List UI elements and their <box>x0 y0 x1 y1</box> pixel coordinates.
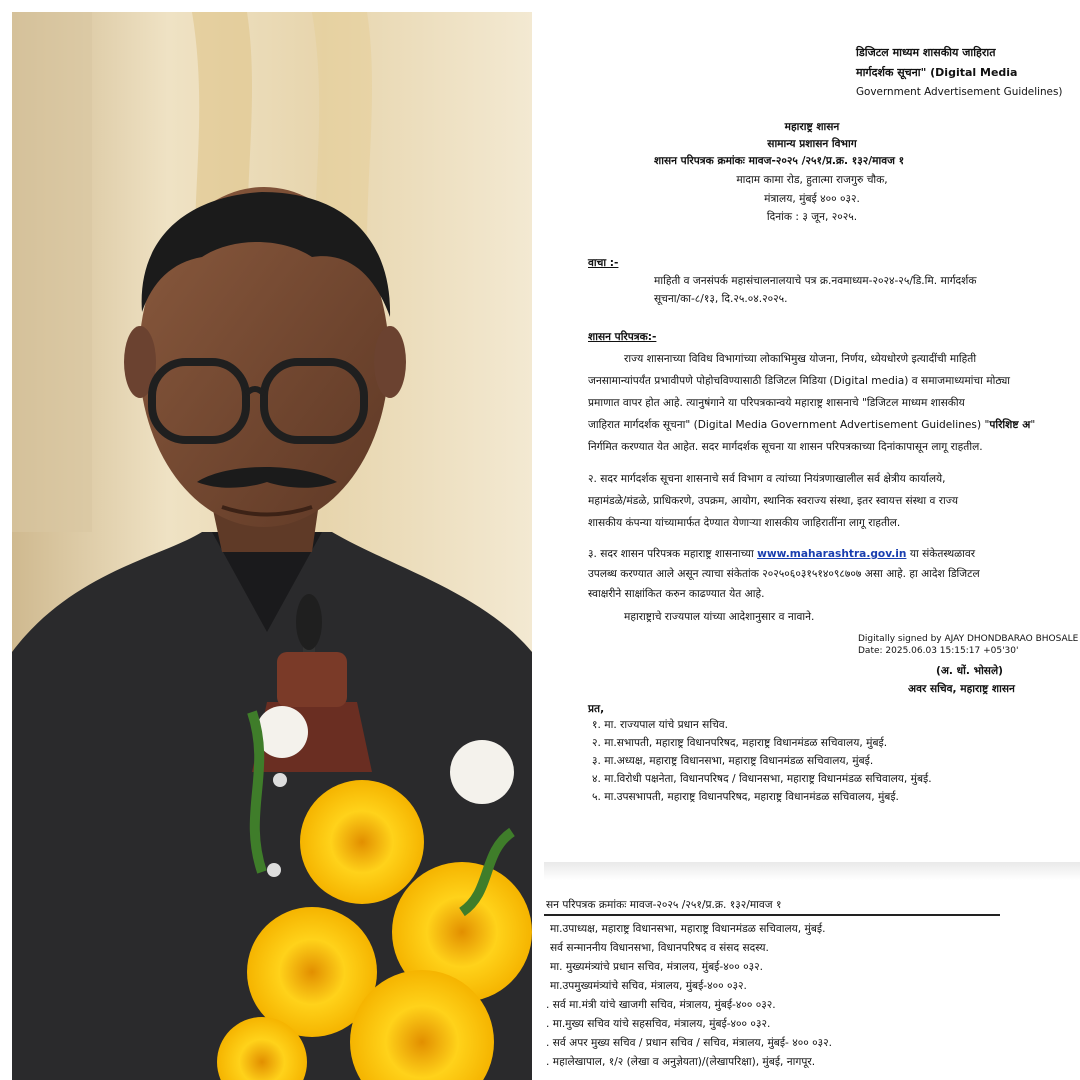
circular-number: शासन परिपत्रक क्रमांकः मावज-२०२५ /२५१/प्र.क्र. १३२/मावज १ <box>654 155 905 167</box>
digital-signature-line1: Digitally signed by AJAY DHONDBARAO BHOSALE <box>858 634 1079 644</box>
para3-line: स्वाक्षरीने साक्षांकित करुन काढण्यात येत आहे. <box>588 588 765 600</box>
header-title-line1: डिजिटल माध्यम शासकीय जाहिरात <box>856 46 996 59</box>
copy-to-item: ३. मा.अध्यक्ष, महाराष्ट्र विधानसभा, महाराष्ट्र विधानमंडळ सचिवालय, मुंबई. <box>592 755 874 767</box>
para1-line: निर्गमित करण्यात येत आहेत. सदर मार्गदर्शक सूचना या शासन परिपत्रकाच्या दिनांकापासून लागू राहतील. <box>588 441 983 453</box>
para2-line: शासकीय कंपन्या यांच्यामार्फत देण्यात येणाऱ्या शासकीय जाहिरातींना लागू राहतील. <box>588 517 901 529</box>
header-title-english: Government Advertisement Guidelines) <box>856 86 1063 98</box>
department-name: सामान्य प्रशासन विभाग <box>767 138 857 150</box>
copy-to-item: ४. मा.विरोधी पक्षनेता, विधानपरिषद / विधानसभा, महाराष्ट्र विधानमंडळ सचिवालय, मुंबई. <box>592 773 932 785</box>
copy-to-item: १. मा. राज्यपाल यांचे प्रधान सचिव. <box>592 719 729 731</box>
para1-line: जाहिरात मार्गदर्शक सूचना" (Digital Media Government Advertisement Guidelines) "परिशिष्ट अ" <box>588 419 1036 431</box>
page2-item: . सर्व अपर मुख्य सचिव / प्रधान सचिव / सचिव, मंत्रालय, मुंबई- ४०० ०३२. <box>546 1037 833 1049</box>
signatory-designation: अवर सचिव, महाराष्ट्र शासन <box>908 683 1015 695</box>
reference-line2: सूचना/का-८/१३, दि.२५.०४.२०२५. <box>654 293 788 305</box>
address-line1: मादाम कामा रोड, हुतात्मा राजगुरु चौक, <box>736 174 888 186</box>
para1-line: प्रमाणात वापर होत आहे. त्यानुषंगाने या परिपत्रकान्वये महाराष्ट्र शासनाचे "डिजिटल माध्यम शासकीय <box>588 397 965 409</box>
para2-line: महामंडळे/मंडळे, प्राधिकरणे, उपक्रम, आयोग, स्थानिक स्वराज्य संस्था, इतर स्वायत्त संस्था व राज्य <box>588 495 958 507</box>
para3-line: उपलब्ध करण्यात आले असून त्याचा संकेतांक २०२५०६०३१५१४०९८७०७ असा आहे. हा आदेश डिजिटल <box>588 568 980 580</box>
page2-item: मा.उपमुख्यमंत्र्यांचे सचिव, मंत्रालय, मुंबई-४०० ०३२. <box>550 980 747 992</box>
para1-line: राज्य शासनाच्या विविध विभागांच्या लोकाभिमुख योजना, निर्णय, ध्येयधोरणे इत्यादींची माहिती <box>624 353 977 365</box>
header-title-line2: मार्गदर्शक सूचना" (Digital Media <box>856 66 1018 79</box>
page2-header-rule <box>544 914 1000 916</box>
page2-item: . महालेखापाल, १/२ (लेखा व अनुज्ञेयता)/(लेखापरिक्षा), मुंबई, नागपूर. <box>546 1056 816 1068</box>
page2-item: सर्व सन्माननीय विधानसभा, विधानपरिषद व संसद सदस्य. <box>550 942 769 954</box>
closing-line: महाराष्ट्राचे राज्यपाल यांच्या आदेशानुसार व नावाने. <box>624 611 815 623</box>
copy-to-item: २. मा.सभापती, महाराष्ट्र विधानपरिषद, महाराष्ट्र विधानमंडळ सचिवालय, मुंबई. <box>592 737 888 749</box>
govt-name: महाराष्ट्र शासन <box>784 121 840 133</box>
page2-item: . मा.मुख्य सचिव यांचे सहसचिव, मंत्रालय, मुंबई-४०० ०३२. <box>546 1018 771 1030</box>
annexure-a-label: परिशिष्ट अ <box>989 419 1031 431</box>
reference-line1: माहिती व जनसंपर्क महासंचालनालयाचे पत्र क्र.नवमाध्यम-२०२४-२५/डि.मि. मार्गदर्शक <box>654 275 977 287</box>
official-portrait-photo <box>12 12 532 1080</box>
page2-item: . सर्व मा.मंत्री यांचे खाजगी सचिव, मंत्रालय, मुंबई-४०० ०३२. <box>546 999 776 1011</box>
circular-page-1 <box>544 0 1080 862</box>
para2-line: २. सदर मार्गदर्शक सूचना शासनाचे सर्व विभाग व त्यांच्या नियंत्रणाखालील सर्व क्षेत्रीय कार्यालये, <box>588 473 946 485</box>
page2-header: सन परिपत्रक क्रमांकः मावज-२०२५ /२५१/प्र.क्र. १३२/मावज १ <box>546 899 782 911</box>
para1-line: जनसामान्यांपर्यंत प्रभावीपणे पोहोचविण्यासाठी डिजिटल मिडिया (Digital media) व समाजमाध्यमांचा मोठ्या <box>588 375 1011 387</box>
digital-signature-line2: Date: 2025.06.03 15:15:17 +05'30' <box>858 646 1019 656</box>
address-line2: मंत्रालय, मुंबई ४०० ०३२. <box>764 193 860 205</box>
copy-to-item: ५. मा.उपसभापती, महाराष्ट्र विधानपरिषद, महाराष्ट्र विधानमंडळ सचिवालय, मुंबई. <box>592 791 899 803</box>
circular-date: दिनांक : ३ जून, २०२५. <box>766 211 858 223</box>
circular-page-2-excerpt <box>544 880 1080 1080</box>
reference-heading: वाचा :- <box>588 257 619 269</box>
page2-item: मा. मुख्यमंत्र्यांचे प्रधान सचिव, मंत्रालय, मुंबई-४०० ०३२. <box>550 961 763 973</box>
para3-line: ३. सदर शासन परिपत्रक महाराष्ट्र शासनाच्या www.maharashtra.gov.in या संकेतस्थळावर <box>588 548 976 560</box>
circular-heading: शासन परिपत्रक:- <box>588 331 657 343</box>
maharashtra-gov-link[interactable]: www.maharashtra.gov.in <box>757 548 907 560</box>
copy-to-heading: प्रत, <box>588 703 605 715</box>
page-separator <box>544 862 1080 880</box>
page2-item: मा.उपाध्यक्ष, महाराष्ट्र विधानसभा, महाराष्ट्र विधानमंडळ सचिवालय, मुंबई. <box>550 923 826 935</box>
signatory-name: (अ. धों. भोसले) <box>936 665 1003 677</box>
